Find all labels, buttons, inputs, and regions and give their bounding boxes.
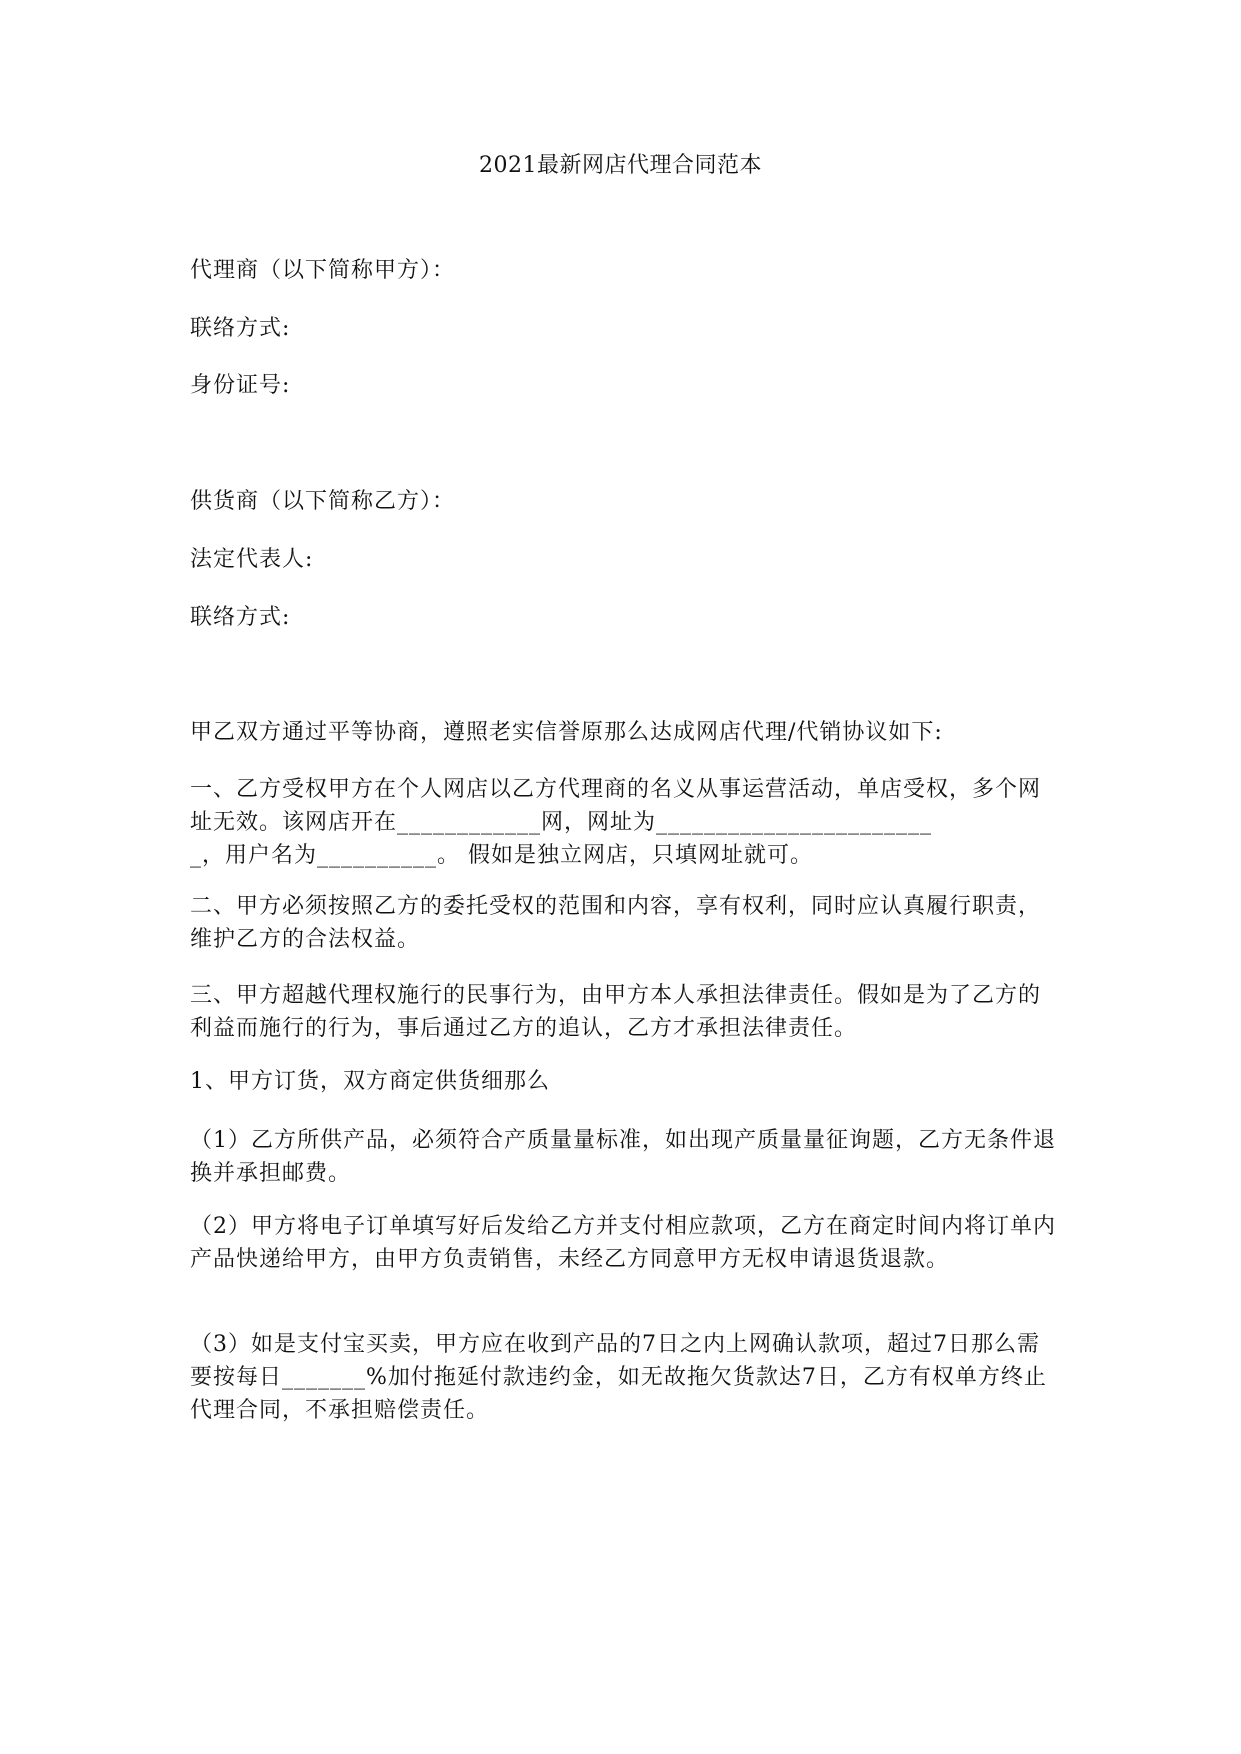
agreement-intro: 甲乙双方通过平等协商，遵照老实信誉原那么达成网店代理/代销协议如下: — [190, 720, 943, 745]
party-b-legal-rep: 法定代表人: — [190, 547, 314, 572]
party-a-contact: 联络方式: — [190, 316, 291, 341]
party-b-heading: 供货商（以下简称乙方）： — [190, 489, 456, 514]
item-2: （2）甲方将电子订单填写好后发给乙方并支付相应款项，乙方在商定时间内将订单内产品快递给甲方，由甲方负责销售，未经乙方同意甲方无权申请退货退款。 — [190, 1214, 1056, 1272]
clause-2: 二、甲方必须按照乙方的委托受权的范围和内容，享有权利，同时应认真履行职责，维护乙方的合法权益。 — [190, 894, 1042, 952]
party-b-contact: 联络方式: — [190, 605, 291, 630]
clause-1: 一、乙方受权甲方在个人网店以乙方代理商的名义从事运营活动，单店受权，多个网址无效。该网店开在____________网，网址为_______________________ _，用户名为__________。 假如是独立网店，只填网址就可。 — [190, 777, 1042, 868]
party-a-id-number: 身份证号: — [190, 373, 291, 398]
item-3: （3）如是支付宝买卖，甲方应在收到产品的7日之内上网确认款项，超过7日那么需要按每日_______%加付拖延付款违约金，如无故拖欠货款达7日，乙方有权单方终止代理合同，不承担赔偿责任。 — [190, 1332, 1047, 1423]
document-title: 2021最新网店代理合同范本 — [479, 153, 762, 178]
party-a-heading: 代理商（以下简称甲方）： — [190, 258, 456, 283]
clause-3: 三、甲方超越代理权施行的民事行为，由甲方本人承担法律责任。假如是为了乙方的利益而施行的行为，事后通过乙方的追认，乙方才承担法律责任。 — [190, 983, 1042, 1041]
section-1-heading: 1、甲方订货，双方商定供货细那么 — [190, 1069, 550, 1094]
item-1: （1）乙方所供产品，必须符合产质量量标准，如出现产质量量征询题，乙方无条件退换并承担邮费。 — [190, 1128, 1056, 1186]
